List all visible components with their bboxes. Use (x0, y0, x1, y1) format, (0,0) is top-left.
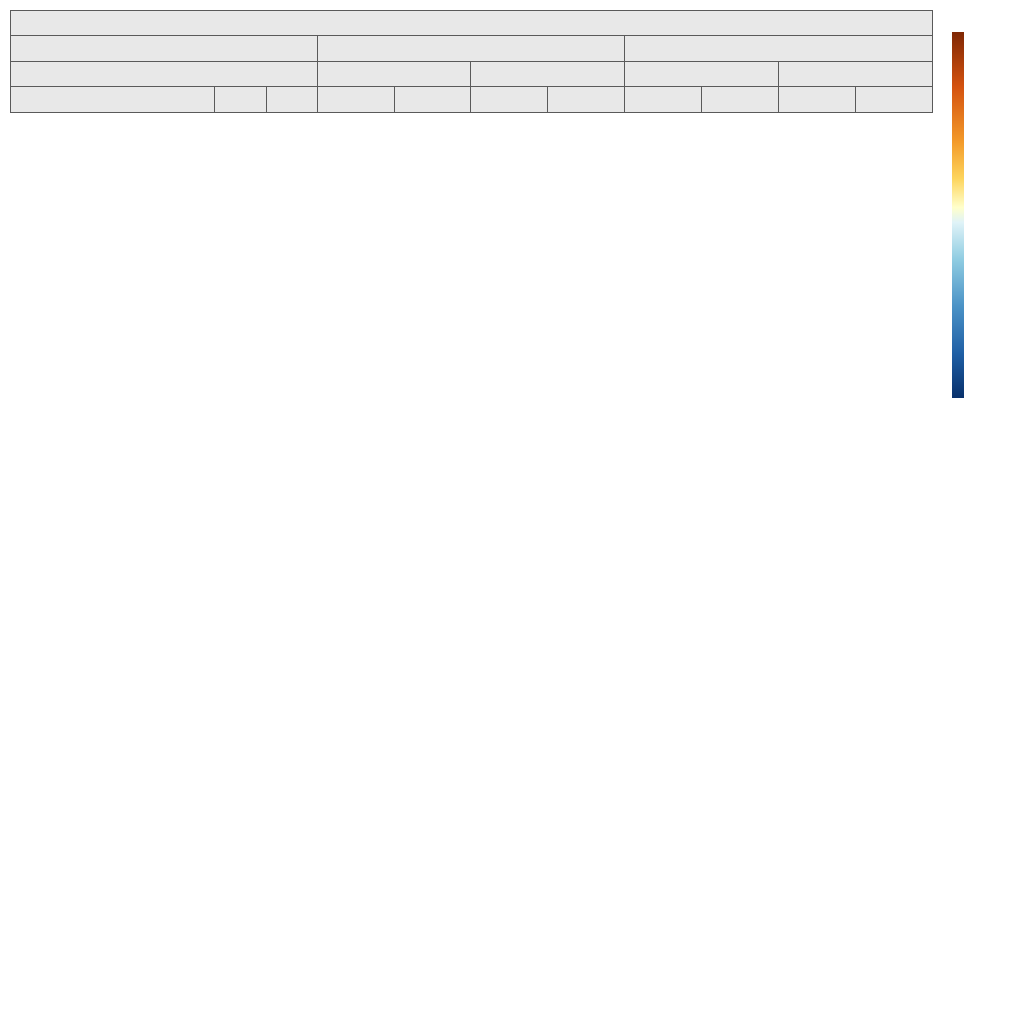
colorbar-gradient (952, 32, 964, 398)
colorbar-legend (0, 0, 1024, 420)
